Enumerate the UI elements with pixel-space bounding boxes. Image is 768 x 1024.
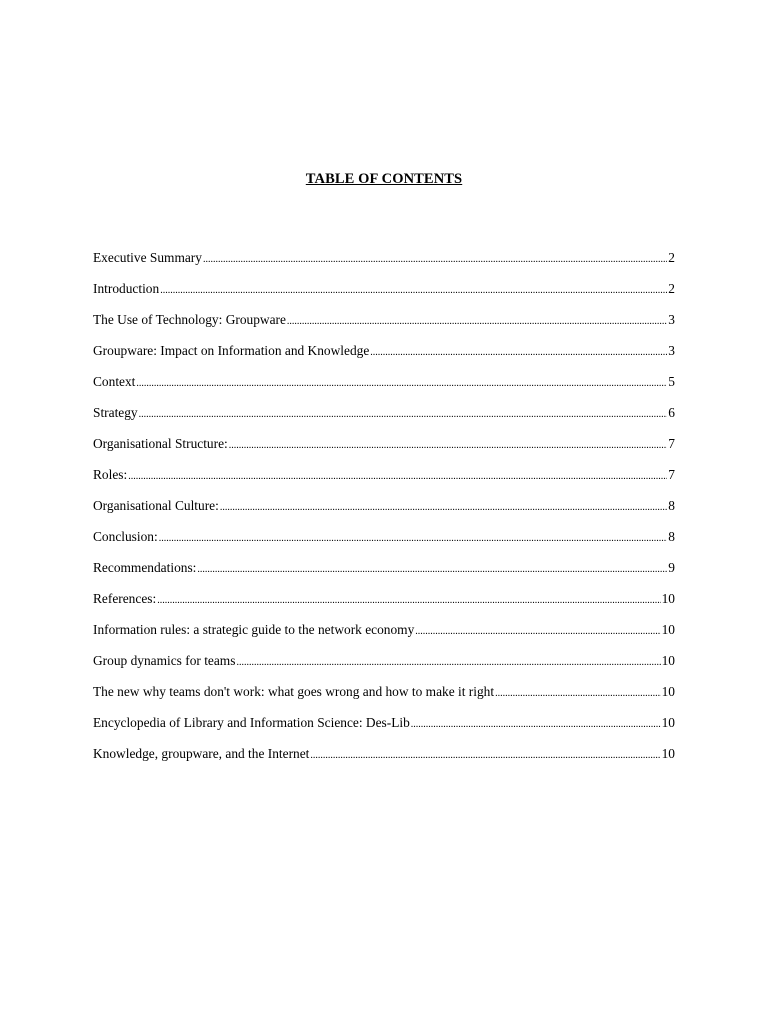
toc-entry-page: 10 [661, 715, 675, 730]
toc-leader-dots [411, 714, 661, 734]
toc-leader-dots [495, 683, 661, 703]
toc-entry[interactable] [93, 311, 675, 342]
toc-entry-label: Roles: [93, 467, 128, 482]
toc-entry[interactable] [93, 249, 675, 280]
toc-leader-dots [229, 435, 668, 455]
toc-entry-page: 8 [668, 529, 675, 544]
toc-entry-label: Groupware: Impact on Information and Knowledge [93, 343, 370, 358]
toc-entry-page: 8 [668, 498, 675, 513]
toc-leader-dots [160, 280, 667, 300]
toc-entry-label: Context [93, 374, 136, 389]
toc-entry[interactable] [93, 466, 675, 497]
toc-entry[interactable] [93, 435, 675, 466]
toc-entry-page: 7 [668, 436, 675, 451]
toc-entry-label: Knowledge, groupware, and the Internet [93, 746, 310, 761]
toc-entry[interactable] [93, 683, 675, 714]
toc-entry-page: 10 [661, 622, 675, 637]
toc-list [93, 249, 675, 776]
toc-leader-dots [220, 497, 667, 517]
toc-entry[interactable] [93, 621, 675, 652]
toc-entry[interactable] [93, 280, 675, 311]
toc-entry-label: References: [93, 591, 157, 606]
toc-entry-label: Group dynamics for teams [93, 653, 236, 668]
toc-entry[interactable] [93, 528, 675, 559]
toc-leader-dots [203, 249, 667, 269]
toc-entry-page: 9 [668, 560, 675, 575]
toc-leader-dots [236, 652, 660, 672]
toc-entry[interactable] [93, 652, 675, 683]
toc-entry-page: 10 [661, 591, 675, 606]
toc-entry[interactable] [93, 745, 675, 776]
toc-entry-page: 3 [668, 343, 675, 358]
page-title: TABLE OF CONTENTS [305, 171, 463, 187]
toc-entry[interactable] [93, 590, 675, 621]
toc-entry-label: Executive Summary [93, 250, 202, 265]
toc-entry[interactable] [93, 559, 675, 590]
toc-entry[interactable] [93, 373, 675, 404]
toc-entry-label: Encyclopedia of Library and Information Science: Des-Lib [93, 715, 410, 730]
toc-entry-label: Information rules: a strategic guide to the network economy [93, 622, 415, 637]
toc-entry-label: Organisational Culture: [93, 498, 219, 513]
toc-leader-dots [310, 745, 660, 765]
toc-entry-page: 10 [661, 746, 675, 761]
toc-entry-page: 10 [661, 653, 675, 668]
toc-entry-page: 10 [661, 684, 675, 699]
toc-entry-page: 3 [668, 312, 675, 327]
toc-entry-label: Introduction [93, 281, 160, 296]
toc-entry-label: Organisational Structure: [93, 436, 228, 451]
toc-entry-page: 6 [668, 405, 675, 420]
toc-leader-dots [197, 559, 667, 579]
toc-entry-page: 2 [668, 281, 675, 296]
toc-entry-label: Strategy [93, 405, 138, 420]
toc-entry[interactable] [93, 497, 675, 528]
toc-entry-page: 2 [668, 250, 675, 265]
toc-entry-page: 7 [668, 467, 675, 482]
toc-leader-dots [287, 311, 667, 331]
toc-leader-dots [128, 466, 667, 486]
toc-entry-label: The new why teams don't work: what goes wrong and how to make it right [93, 684, 495, 699]
toc-leader-dots [157, 590, 660, 610]
toc-entry[interactable] [93, 404, 675, 435]
toc-leader-dots [159, 528, 668, 548]
toc-entry-label: The Use of Technology: Groupware [93, 312, 286, 327]
toc-entry[interactable] [93, 714, 675, 745]
toc-entry-label: Conclusion: [93, 529, 158, 544]
toc-leader-dots [370, 342, 667, 362]
toc-leader-dots [415, 621, 660, 641]
toc-entry-page: 5 [668, 374, 675, 389]
toc-leader-dots [139, 404, 668, 424]
toc-entry-label: Recommendations: [93, 560, 197, 575]
toc-entry[interactable] [93, 342, 675, 373]
toc-leader-dots [136, 373, 667, 393]
